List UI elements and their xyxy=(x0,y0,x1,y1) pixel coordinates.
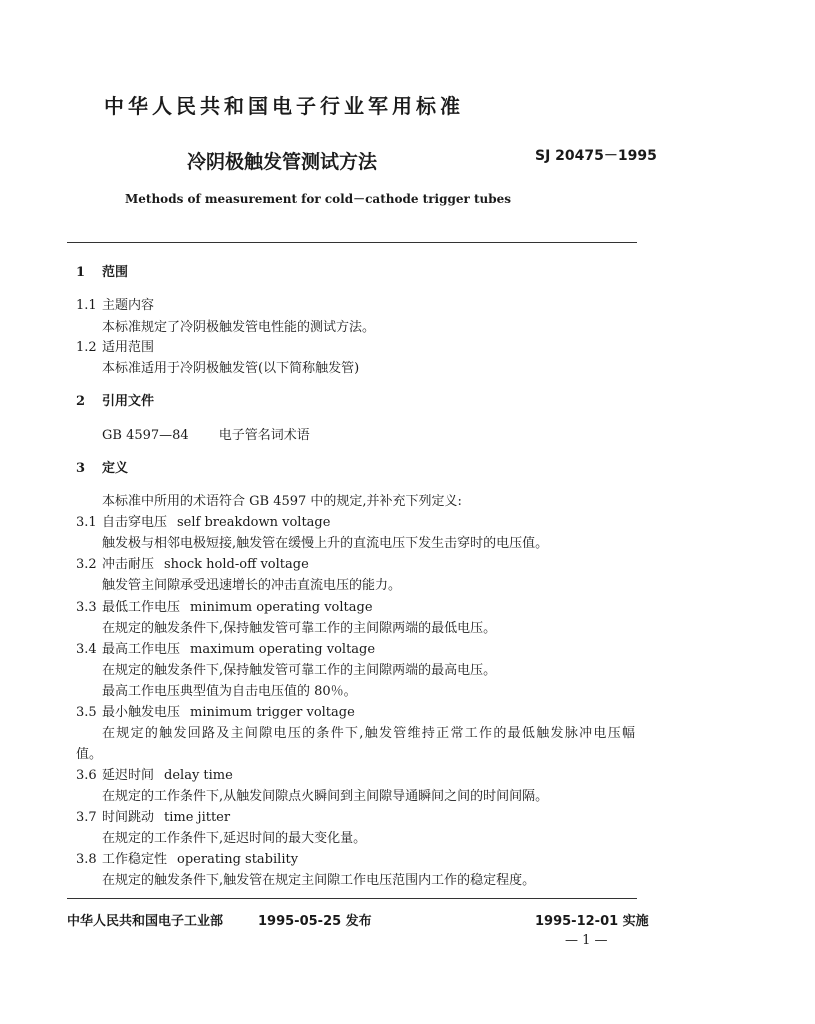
section-1-1-heading: 1.1 主题内容 xyxy=(76,298,155,313)
definition-3-3-heading: 3.3 最低工作电压 minimum operating voltage xyxy=(76,600,373,615)
definition-3-4-body: 在规定的触发条件下,保持触发管可靠工作的主间隙两端的最高电压。 xyxy=(102,663,497,678)
definition-3-4-note: 最高工作电压典型值为自击电压值的 80％。 xyxy=(102,684,357,699)
reference-title: 电子管名词术语 xyxy=(218,428,310,443)
section-1-2-heading: 1.2 适用范围 xyxy=(76,340,155,355)
definition-3-6-heading: 3.6 延迟时间 delay time xyxy=(76,768,233,783)
definition-3-1-heading: 3.1 自击穿电压 self breakdown voltage xyxy=(76,515,331,530)
reference-item xyxy=(102,424,310,443)
definition-3-1-body: 触发极与相邻电极短接,触发管在缓慢上升的直流电压下发生击穿时的电压值。 xyxy=(102,536,549,551)
section-1-1-body: 本标准规定了冷阴极触发管电性能的测试方法。 xyxy=(102,320,376,335)
standard-series-title: 中华人民共和国电子行业军用标准 xyxy=(104,94,464,118)
definition-3-6-body: 在规定的工作条件下,从触发间隙点火瞬间到主间隙导通瞬间之间的时间间隔。 xyxy=(102,789,549,804)
section-3-heading: 3 定义 xyxy=(76,461,129,476)
section-2-heading: 2 引用文件 xyxy=(76,394,155,409)
reference-code: GB 4597—84 xyxy=(102,428,189,443)
standard-code: SJ 20475－1995 xyxy=(535,148,657,164)
definition-3-3-body: 在规定的触发条件下,保持触发管可靠工作的主间隙两端的最低电压。 xyxy=(102,621,497,636)
definition-3-2-heading: 3.2 冲击耐压 shock hold-off voltage xyxy=(76,557,309,572)
definition-3-5-body: 在规定的触发回路及主间隙电压的条件下,触发管维持正常工作的最低触发脉冲电压幅 xyxy=(102,726,635,741)
definition-3-7-heading: 3.7 时间跳动 time jitter xyxy=(76,810,231,825)
document-title: 冷阴极触发管测试方法 xyxy=(187,151,378,173)
header-rule xyxy=(67,242,637,243)
footer-rule xyxy=(67,898,637,899)
definition-3-5-heading: 3.5 最小触发电压 minimum trigger voltage xyxy=(76,705,355,720)
definition-3-4-heading: 3.4 最高工作电压 maximum operating voltage xyxy=(76,642,376,657)
definition-3-7-body: 在规定的工作条件下,延迟时间的最大变化量。 xyxy=(102,831,367,846)
definition-3-2-body: 触发管主间隙承受迅速增长的冲击直流电压的能力。 xyxy=(102,578,402,593)
page-number: — 1 — xyxy=(565,933,608,948)
document-title-en: Methods of measurement for cold－cathode trigger tubes xyxy=(125,192,512,206)
definition-3-5-body-continued: 值。 xyxy=(76,747,103,762)
definition-3-8-heading: 3.8 工作稳定性 operating stability xyxy=(76,852,299,867)
implementation-date: 1995-12-01 实施 xyxy=(535,914,649,929)
issuing-authority: 中华人民共和国电子工业部 xyxy=(67,914,224,929)
section-3-intro: 本标准中所用的术语符合 GB 4597 中的规定,并补充下列定义: xyxy=(102,494,462,509)
issue-date: 1995-05-25 发布 xyxy=(258,914,372,929)
definition-3-8-body: 在规定的触发条件下,触发管在规定主间隙工作电压范围内工作的稳定程度。 xyxy=(102,873,536,888)
section-1-heading: 1 范围 xyxy=(76,265,129,280)
section-1-2-body: 本标准适用于冷阴极触发管(以下简称触发管) xyxy=(102,361,360,376)
